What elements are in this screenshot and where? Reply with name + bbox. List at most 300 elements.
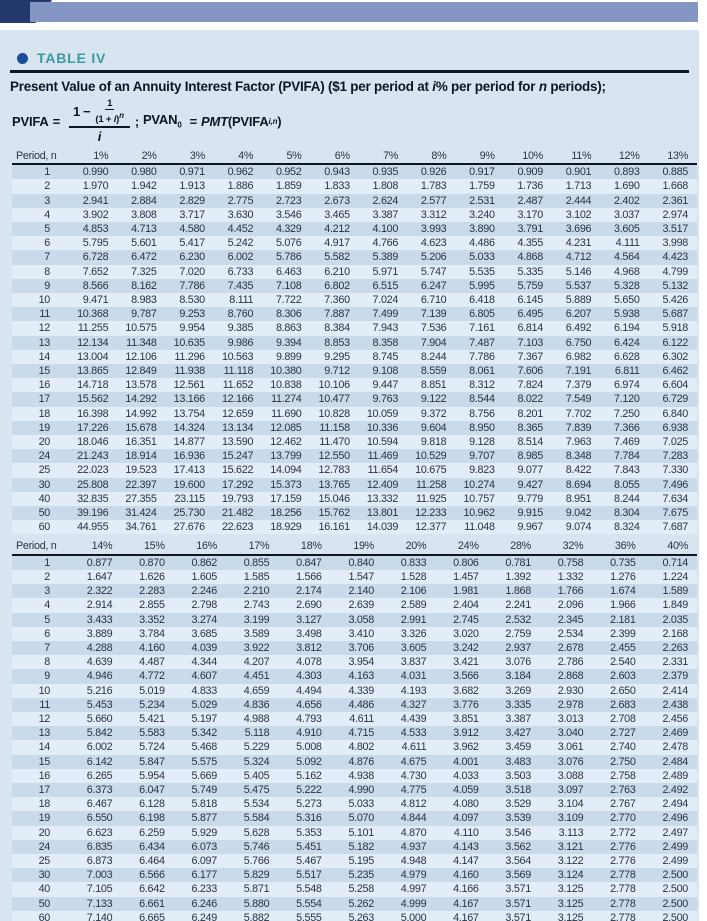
factor-cell: 2.763 — [610, 783, 636, 796]
factor-cell: 9.295 — [324, 350, 350, 363]
rate-header: 14% — [69, 539, 121, 554]
factor-cell: 5.517 — [296, 869, 322, 882]
factor-cell: 6.495 — [517, 308, 543, 321]
factor-cell: 8.566 — [82, 279, 109, 292]
title-var-i: i — [432, 79, 436, 94]
period-cell: 12 — [38, 322, 50, 335]
factor-cell: 2.534 — [557, 627, 584, 640]
factor-cell: 2.331 — [662, 656, 688, 669]
factor-cell: 2.708 — [610, 712, 636, 725]
factor-cell: 3.605 — [400, 641, 427, 654]
factor-cell: 4.031 — [400, 670, 427, 683]
factor-cell: 5.235 — [348, 869, 374, 882]
equals-sign: = — [52, 113, 60, 129]
factor-cell: 1.276 — [610, 570, 636, 583]
factor-cell: 10.106 — [318, 379, 350, 392]
table-row — [12, 911, 697, 921]
factor-cell: 6.210 — [324, 265, 350, 278]
factor-cell: 5.182 — [348, 840, 374, 853]
factor-cell: 7.549 — [565, 393, 592, 406]
factor-cell: 1.585 — [243, 570, 270, 583]
paren: ) — [116, 114, 120, 126]
factor-cell: 3.902 — [82, 208, 109, 221]
factor-cell: 6.873 — [86, 854, 113, 867]
factor-cell: 0.962 — [227, 166, 254, 179]
table-row — [12, 492, 697, 506]
factor-cell: 5.786 — [275, 251, 302, 264]
fraction-denominator: i — [97, 129, 102, 145]
factor-cell: 8.201 — [517, 407, 543, 420]
factor-cell: 7.536 — [420, 322, 447, 335]
factor-cell: 5.417 — [179, 237, 205, 250]
table-row — [12, 826, 697, 840]
factor-cell: 2.487 — [517, 194, 543, 207]
factor-cell: 8.745 — [372, 350, 399, 363]
factor-cell: 10.274 — [463, 478, 495, 491]
factor-cell: 0.862 — [191, 556, 217, 569]
inner-denominator — [95, 110, 123, 125]
factor-cell: 8.312 — [469, 379, 495, 392]
factor-cell: 2.639 — [348, 599, 374, 612]
factor-cell: 5.342 — [191, 727, 217, 740]
factor-cell: 8.559 — [420, 365, 447, 378]
factor-cell: 5.262 — [348, 897, 374, 910]
factor-cell: 1.833 — [324, 180, 350, 193]
factor-cell: 2.829 — [179, 194, 205, 207]
factor-cell: 2.181 — [610, 613, 636, 626]
factor-cell: 7.024 — [372, 294, 399, 307]
factor-cell: 5.405 — [243, 769, 270, 782]
factor-cell: 1.668 — [662, 180, 688, 193]
factor-cell: 3.993 — [420, 223, 447, 236]
factor-cell: 34.761 — [125, 521, 157, 534]
factor-cell: 9.253 — [179, 308, 205, 321]
factor-cell: 6.373 — [86, 783, 113, 796]
factor-cell: 0.952 — [275, 166, 302, 179]
factor-cell: 3.013 — [557, 712, 584, 725]
factor-cell: 1.849 — [662, 599, 688, 612]
inner-numerator: 1 — [107, 97, 113, 109]
factor-cell: 3.421 — [453, 656, 479, 669]
factor-cell: 5.451 — [296, 840, 322, 853]
factor-cell: 11.348 — [126, 336, 157, 349]
factor-cell: 3.706 — [348, 641, 374, 654]
factor-cell: 5.747 — [420, 265, 447, 278]
factor-cell: 9.385 — [227, 322, 254, 335]
period-cell: 60 — [38, 521, 50, 534]
factor-cell: 3.562 — [505, 840, 531, 853]
factor-cell: 6.249 — [191, 911, 217, 921]
factor-cell: 4.167 — [453, 897, 479, 910]
factor-cell: 3.890 — [469, 223, 495, 236]
factor-cell: 4.439 — [400, 712, 427, 725]
factor-cell: 5.829 — [243, 869, 270, 882]
factor-cell: 8.853 — [324, 336, 350, 349]
period-cell: 18 — [38, 798, 50, 811]
factor-cell: 5.092 — [296, 755, 322, 768]
factor-cell: 6.835 — [86, 840, 113, 853]
factor-cell: 3.791 — [517, 223, 543, 236]
factor-cell: 1.966 — [610, 599, 636, 612]
factor-cell: 2.778 — [610, 897, 636, 910]
paren: (1 + — [95, 114, 114, 126]
factor-cell: 14.992 — [125, 407, 157, 420]
table-row — [12, 279, 697, 293]
period-cell: 6 — [44, 237, 50, 250]
factor-cell: 4.487 — [139, 656, 165, 669]
factor-cell: 23.115 — [174, 492, 205, 505]
factor-cell: 2.740 — [610, 741, 636, 754]
factor-cell: 4.355 — [517, 237, 543, 250]
factor-cell: 2.494 — [662, 798, 688, 811]
factor-cell: 3.387 — [505, 712, 531, 725]
factor-cell: 8.863 — [275, 322, 302, 335]
factor-cell: 2.283 — [139, 585, 165, 598]
factor-cell: 0.735 — [610, 556, 636, 569]
period-cell: 14 — [38, 741, 50, 754]
table-row — [12, 463, 697, 477]
factor-cell: 3.517 — [662, 223, 688, 236]
factor-cell: 2.399 — [610, 627, 636, 640]
period-cell: 60 — [38, 911, 50, 921]
factor-cell: 2.531 — [469, 194, 495, 207]
factor-cell: 4.303 — [296, 670, 322, 683]
factor-cell: 15.373 — [270, 478, 302, 491]
factor-cell: 2.414 — [662, 684, 688, 697]
factor-cell: 6.750 — [565, 336, 592, 349]
period-cell: 3 — [44, 194, 50, 207]
factor-cell: 9.077 — [517, 464, 543, 477]
factor-cell: 2.978 — [557, 698, 584, 711]
factor-cell: 5.033 — [469, 251, 495, 264]
factor-cell: 5.468 — [191, 741, 217, 754]
factor-cell: 2.540 — [610, 656, 636, 669]
factor-cell: 4.937 — [400, 840, 427, 853]
factor-cell: 5.222 — [296, 783, 322, 796]
factor-cell: 4.793 — [296, 712, 322, 725]
factor-cell: 5.724 — [139, 741, 165, 754]
factor-cell: 10.675 — [415, 464, 447, 477]
factor-cell: 6.463 — [275, 265, 302, 278]
rate-header: 9% — [455, 149, 503, 164]
divider-rule — [10, 70, 689, 73]
factor-cell: 5.273 — [296, 798, 322, 811]
factor-cell: 2.489 — [662, 769, 688, 782]
factor-cell: 2.241 — [505, 599, 531, 612]
factor-cell: 10.594 — [366, 436, 399, 449]
factor-cell: 32.835 — [77, 492, 109, 505]
table-row — [12, 421, 697, 435]
table-row — [12, 364, 697, 378]
factor-cell: 4.812 — [400, 798, 427, 811]
period-cell: 20 — [38, 436, 50, 449]
factor-cell: 10.380 — [270, 365, 302, 378]
factor-cell: 6.073 — [191, 840, 217, 853]
period-cell: 18 — [38, 407, 50, 420]
table-row — [12, 712, 697, 726]
factor-cell: 5.842 — [86, 727, 113, 740]
factor-cell: 13.332 — [366, 492, 399, 505]
factor-cell: 8.304 — [614, 507, 640, 520]
rate-header: 19% — [331, 539, 383, 554]
factor-cell: 8.358 — [372, 336, 399, 349]
formula-lhs: PVIFA — [12, 113, 49, 129]
factor-cell: 4.097 — [453, 812, 479, 825]
period-header: Period, n — [12, 149, 69, 164]
factor-cell: 2.444 — [565, 194, 592, 207]
table-row — [12, 570, 697, 584]
factor-cell: 13.578 — [125, 379, 157, 392]
factor-cell: 4.110 — [453, 826, 479, 839]
period-header: Period, n — [12, 539, 69, 554]
factor-cell: 4.946 — [86, 670, 113, 683]
factor-cell: 8.384 — [324, 322, 350, 335]
factor-cell: 7.496 — [662, 478, 688, 491]
factor-cell: 9.427 — [517, 478, 543, 491]
factor-cell: 9.899 — [275, 350, 302, 363]
factor-cell: 4.979 — [400, 869, 427, 882]
factor-cell: 7.435 — [227, 279, 254, 292]
factor-cell: 5.019 — [139, 684, 165, 697]
factor-cell: 6.002 — [86, 741, 113, 754]
factor-cell: 11.652 — [222, 379, 254, 392]
factor-cell: 3.571 — [505, 897, 531, 910]
period-cell: 30 — [38, 478, 50, 491]
factor-cell: 5.575 — [191, 755, 217, 768]
factor-cell: 11.255 — [77, 322, 109, 335]
bullet-icon — [17, 53, 28, 64]
factor-cell: 2.758 — [610, 769, 636, 782]
factor-cell: 8.306 — [275, 308, 302, 321]
factor-cell: 3.274 — [191, 613, 217, 626]
factor-cell: 3.326 — [400, 627, 427, 640]
table-header-row — [12, 539, 697, 554]
table-row — [12, 811, 697, 825]
factor-cell: 13.004 — [77, 350, 109, 363]
table-row — [12, 840, 697, 854]
factor-cell: 4.713 — [131, 223, 157, 236]
factor-cell: 1.605 — [191, 570, 217, 583]
period-cell: 19 — [38, 812, 50, 825]
table-number-label: TABLE IV — [37, 50, 107, 66]
factor-cell: 3.269 — [505, 684, 531, 697]
factor-cell: 6.434 — [139, 840, 165, 853]
rate-header: 11% — [552, 149, 600, 164]
factor-cell: 2.775 — [227, 194, 254, 207]
factor-cell: 4.231 — [565, 237, 592, 250]
numeral: 1 — [72, 104, 81, 119]
factor-cell: 6.047 — [139, 783, 165, 796]
factor-cell: 3.776 — [453, 698, 479, 711]
factor-cell: 14.039 — [366, 521, 399, 534]
factor-cell: 6.233 — [191, 883, 217, 896]
period-cell: 7 — [44, 251, 50, 264]
factor-cell: 3.571 — [505, 883, 531, 896]
period-cell: 11 — [39, 698, 50, 711]
factor-cell: 4.423 — [662, 251, 688, 264]
factor-cell: 2.096 — [557, 599, 584, 612]
factor-cell: 2.937 — [505, 641, 531, 654]
rate-header: 17% — [226, 539, 278, 554]
factor-cell: 8.983 — [131, 294, 157, 307]
factor-cell: 5.749 — [191, 783, 217, 796]
period-cell: 19 — [38, 421, 50, 434]
factor-cell: 3.076 — [505, 656, 531, 669]
factor-cell: 9.394 — [275, 336, 302, 349]
exponent-n: n — [119, 110, 124, 120]
factor-cell: 4.639 — [86, 656, 113, 669]
factor-cell: 5.766 — [243, 854, 270, 867]
factor-cell: 9.818 — [420, 436, 447, 449]
table-row — [12, 506, 697, 520]
factor-cell: 3.808 — [131, 208, 157, 221]
factor-cell: 5.197 — [191, 712, 217, 725]
factor-cell: 4.166 — [453, 883, 479, 896]
table-row — [12, 868, 697, 882]
factor-cell: 18.046 — [77, 436, 109, 449]
factor-cell: 2.884 — [131, 194, 157, 207]
factor-cell: 8.244 — [614, 492, 640, 505]
factor-cell: 12.659 — [221, 407, 254, 420]
factor-cell: 31.424 — [125, 507, 157, 520]
factor-cell: 2.035 — [662, 613, 688, 626]
factor-cell: 9.967 — [517, 521, 543, 534]
factor-cell: 3.546 — [505, 826, 531, 839]
factor-cell: 3.812 — [296, 641, 322, 654]
period-cell: 10 — [38, 294, 50, 307]
factor-cell: 6.472 — [131, 251, 157, 264]
factor-cell: 2.497 — [662, 826, 688, 839]
factor-cell: 11.118 — [223, 365, 254, 378]
factor-cell: 3.717 — [179, 208, 205, 221]
factor-cell: 17.226 — [77, 421, 109, 434]
factor-cell: 19.793 — [221, 492, 254, 505]
table-row — [12, 378, 697, 392]
table-row — [12, 797, 697, 811]
factor-cell: 1.886 — [227, 180, 254, 193]
factor-cell: 4.607 — [191, 670, 217, 683]
factor-cell: 2.743 — [243, 599, 270, 612]
factor-cell: 4.163 — [348, 670, 374, 683]
factor-cell: 8.950 — [469, 421, 495, 434]
factor-cell: 12.106 — [125, 350, 157, 363]
factor-cell: 2.776 — [610, 840, 636, 853]
factor-cell: 4.564 — [614, 251, 640, 264]
factor-cell: 7.652 — [82, 265, 109, 278]
factor-cell: 3.124 — [557, 869, 584, 882]
factor-cell: 6.418 — [469, 294, 495, 307]
factor-cell: 27.355 — [125, 492, 157, 505]
factor-cell: 2.855 — [139, 599, 165, 612]
factor-cell: 4.997 — [400, 883, 427, 896]
period-cell: 16 — [38, 379, 50, 392]
factor-cell: 5.076 — [275, 237, 302, 250]
factor-cell: 2.404 — [453, 599, 479, 612]
factor-cell: 4.659 — [243, 684, 270, 697]
factor-cell: 8.851 — [420, 379, 447, 392]
table-row — [12, 555, 697, 570]
factor-cell: 4.917 — [324, 237, 350, 250]
factor-cell: 4.080 — [453, 798, 479, 811]
factor-cell: 3.037 — [614, 208, 640, 221]
factor-cell: 5.880 — [243, 897, 270, 910]
factor-cell: 6.628 — [614, 350, 640, 363]
factor-cell: 5.033 — [348, 798, 374, 811]
factor-cell: 6.566 — [139, 869, 165, 882]
factor-cell: 3.912 — [453, 727, 479, 740]
factor-cell: 10.757 — [463, 492, 495, 505]
factor-cell: 1.332 — [557, 570, 584, 583]
factor-cell: 7.139 — [420, 308, 447, 321]
pvan-subscript: 0 — [177, 120, 182, 130]
title-text: % per period for — [435, 79, 539, 94]
factor-cell: 8.514 — [517, 436, 543, 449]
factor-cell: 6.128 — [139, 798, 165, 811]
table-row — [12, 179, 697, 193]
factor-cell: 3.465 — [324, 208, 350, 221]
rate-header: 20% — [383, 539, 435, 554]
factor-cell: 5.328 — [614, 279, 640, 292]
factor-cell: 9.915 — [517, 507, 543, 520]
factor-cell: 1.981 — [453, 585, 479, 598]
factor-cell: 13.754 — [173, 407, 205, 420]
factor-cell: 12.377 — [415, 521, 447, 534]
rate-header: 36% — [592, 539, 644, 554]
factor-cell: 9.122 — [420, 393, 447, 406]
factor-cell: 11.258 — [415, 478, 447, 491]
factor-cell: 2.770 — [610, 812, 636, 825]
rate-header: 7% — [359, 149, 407, 164]
factor-cell: 0.806 — [453, 556, 479, 569]
factor-cell: 1.868 — [505, 585, 531, 598]
factor-cell: 7.283 — [662, 450, 688, 463]
factor-cell: 15.762 — [318, 507, 350, 520]
factor-cell: 3.571 — [505, 911, 531, 921]
factor-cell: 25.730 — [173, 507, 205, 520]
pvifa-subscript: i,n — [268, 116, 278, 126]
factor-cell: 2.499 — [662, 854, 688, 867]
factor-cell: 12.409 — [366, 478, 399, 491]
factor-cell: 2.532 — [505, 613, 531, 626]
factor-cell: 9.108 — [372, 365, 399, 378]
factor-cell: 6.464 — [139, 854, 165, 867]
factor-cell: 12.849 — [125, 365, 157, 378]
factor-cell: 11.469 — [367, 450, 399, 463]
factor-cell: 4.712 — [565, 251, 592, 264]
factor-cell: 2.469 — [662, 727, 688, 740]
rate-header: 2% — [117, 149, 165, 164]
table-row — [12, 478, 697, 492]
factor-cell: 9.787 — [131, 308, 157, 321]
period-cell: 16 — [38, 769, 50, 782]
period-cell: 40 — [38, 492, 50, 505]
factor-cell: 4.167 — [453, 911, 479, 921]
factor-cell: 5.118 — [244, 727, 270, 740]
factor-cell: 5.918 — [662, 322, 688, 335]
factor-cell: 10.575 — [125, 322, 157, 335]
factor-cell: 15.247 — [221, 450, 254, 463]
title-text: periods); — [546, 79, 606, 94]
factor-cell: 16.936 — [173, 450, 205, 463]
factor-cell: 6.424 — [614, 336, 640, 349]
factor-cell: 0.917 — [469, 166, 495, 179]
factor-cell: 3.097 — [557, 783, 584, 796]
factor-cell: 13.865 — [77, 365, 109, 378]
table-row — [12, 407, 697, 421]
factor-cell: 9.779 — [517, 492, 543, 505]
period-cell: 12 — [38, 712, 50, 725]
factor-cell: 5.070 — [348, 812, 374, 825]
